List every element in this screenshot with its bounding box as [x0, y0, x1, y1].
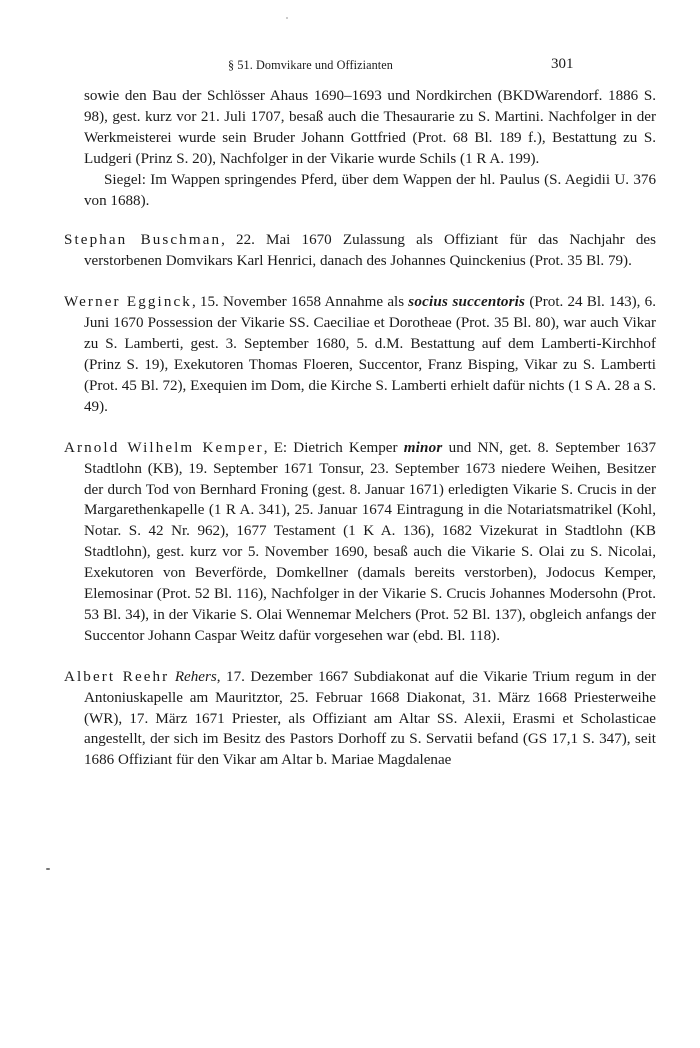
entry-egginck: [64, 292, 656, 417]
entry-text: , 15. November 1658 Annahme als: [191, 294, 409, 311]
scan-speck: [286, 17, 288, 19]
entry-name: Albert Reehr: [64, 668, 170, 685]
entry-italic-term: minor: [403, 439, 443, 456]
section-title: § 51. Domvikare und Offizianten: [228, 58, 393, 72]
entry-name: Arnold Wilhelm Kemper: [64, 439, 264, 456]
continuation-paragraph: sowie den Bau der Schlösser Ahaus 1690–1693 und Nordkirchen (BKDWarendorf. 1886 S. 98), gest. kurz vor 21. Juli 1707, besaß auch die Thesaurarie zu S. Martini. Nachfolger in der Werkmeisterei wurde sein Bruder Johann Gottfried (Prot. 68 Bl. 189 f.), Bestattung zu S. Ludgeri (Prinz S. 20), Nachfolger in der Vikarie wurde Schils (1 R A. 199).: [84, 88, 656, 167]
entry-italic-term: socius succentoris: [408, 294, 526, 311]
entry-text: (Prot. 24 Bl. 143), 6. Juni 1670 Possession der Vikarie SS. Caeciliae et Dorotheae (Prot. 35 Bl. 80), war auch Vikar zu S. Lamberti, gest. 3. September 1680, 5. d.M. Bestattung auf dem Lamberti-Kirchhof (Prinz S. 19), Exekutoren Thomas Floeren, Succentor, Franz Bisping, Vikar zu S. Lamberti (Prot. 45 Bl. 72), Exequien im Dom, die Kirche S. Lamberti erhielt dafür nichts (1 S A. 28 a S. 49).: [84, 294, 656, 415]
entry-reehr: [64, 667, 656, 772]
entry-name-variant: Rehers: [174, 668, 217, 685]
entry-text: , E: Dietrich Kemper: [263, 439, 404, 456]
entry-kemper: [64, 438, 656, 647]
seal-paragraph: Siegel: Im Wappen springendes Pferd, über dem Wappen der hl. Paulus (S. Aegidii U. 376 von 1688).: [84, 171, 656, 209]
body-text: [64, 86, 656, 771]
entry-text: , 22. Mai 1670 Zulassung als Offiziant für das Nachjahr des verstorbenen Domvikars Karl Henrici, danach des Johannes Quinckenius (Prot. 35 Bl. 79).: [84, 232, 656, 270]
entry-buschman: [64, 230, 656, 272]
entry-text: , 17. Dezember 1667 Subdiakonat auf die Vikarie Trium regum in der Antoniuskapelle am Mauritztor, 25. Februar 1668 Diakonat, 31. März 1668 Priesterweihe (WR), 17. März 1671 Priester, als Offiziant am Altar SS. Alexii, Erasmi et Scholasticae angestellt, der sich im Besitz des Pastors Dorhoff zu S. Servatii befand (GS 17,1 S. 347), seit 1686 Offiziant für den Vikar am Altar b. Mariae Magdalenae: [84, 668, 656, 769]
entry-name: Werner Egginck: [64, 294, 192, 311]
running-head: [0, 56, 700, 76]
margin-mark: [46, 868, 50, 870]
entry-name: Stephan Buschman: [64, 232, 222, 249]
page-number: 301: [551, 56, 574, 72]
entry-text: und NN, get. 8. September 1637 Stadtlohn (KB), 19. September 1671 Tonsur, 23. September 1673 niedere Weihen, Besitzer der durch Tod von Bernhard Froning (gest. 8. Januar 1671) erledigten Vikarie S. Crucis in der Margarethenkapelle (1 R A. 341), 25. Januar 1674 Eintragung in die Notariatsmatrikel (Kohl, Notar. S. 42 Nr. 962), 1677 Testament (1 K A. 136), 1682 Vizekurat in Stadtlohn (KB Stadtlohn), gest. kurz vor 5. November 1690, besaß auch die Vikarie S. Olai zu S. Nicolai, Exekutoren von Beverförde, Domkellner (damals bereits verstorben), Jodocus Kemper, Elemosinar (Prot. 52 Bl. 116), Nachfolger in der Vikarie S. Crucis Johannes Modersohn (Prot. 53 Bl. 34), in der Vikarie S. Olai Wennemar Melchers (Prot. 52 Bl. 137), obgleich anfangs der Succentor Johann Caspar Weitz dafür vorgesehen war (ebd. Bl. 118).: [84, 439, 656, 644]
